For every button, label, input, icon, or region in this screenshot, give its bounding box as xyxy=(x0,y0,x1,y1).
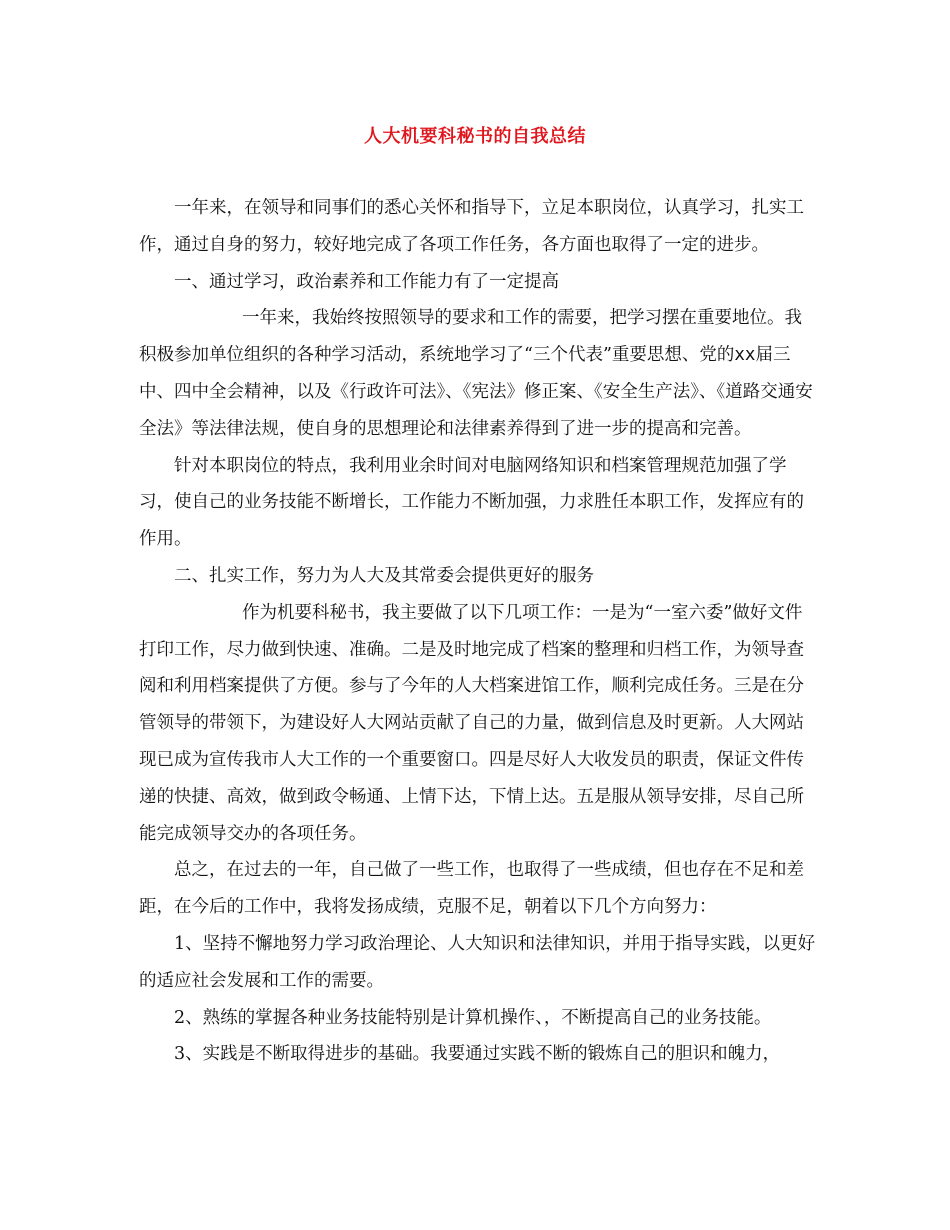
paragraph-study-text-b: 届三中、四中全会精神，以及《行政许可法》、《宪法》修正案、《安全生产法》、《道路交通安全法》等法律法规，使自身的思想理论和法律素养得到了进一步的提高和完善。 xyxy=(139,345,813,439)
paragraph-intro: 一年来，在领导和同事们的悉心关怀和指导下，立足本职岗位，认真学习，扎实工作，通过自身的努力，较好地完成了各项工作任务，各方面也取得了一定的进步。 xyxy=(139,198,804,255)
document-body xyxy=(139,190,819,1073)
paragraph-summary: 总之，在过去的一年，自己做了一些工作，也取得了一些成绩，但也存在不足和差距，在今后的工作中，我将发扬成绩，克服不足，朝着以下几个方向努力： xyxy=(139,860,804,918)
document-title: 人大机要科秘书的自我总结 xyxy=(364,126,586,147)
list-item-2: 2、熟练的掌握各种业务技能特别是计算机操作、，不断提高自己的业务技能。 xyxy=(174,1007,772,1028)
list-item-3: 3、实践是不断取得进步的基础。我要通过实践不断的锻炼自己的胆识和魄力， xyxy=(174,1044,781,1065)
list-item-1: 1、坚持不懈地努力学习政治理论、人大知识和法律知识，并用于指导实践，以更好的适应社会发展和工作的需要。 xyxy=(139,933,816,991)
paragraph-work: 作为机要科秘书，我主要做了以下几项工作：一是为“一室六委”做好文件打印工作，尽力做到快速、准确。二是及时地完成了档案的整理和归档工作，为领导查阅和利用档案提供了方便。参与了今年的人大档案进馆工作，顺利完成任务。三是在分管领导的带领下，为建设好人大网站贡献了自己的力量，做到信息及时更新。人大网站现已成为宣传我市人大工作的一个重要窗口。四是尽好人大收发员的职责，保证文件传递的快捷、高效，做到政令畅通、上情下达，下情上达。五是服从领导安排，尽自己所能完成领导交办的各项任务。 xyxy=(139,602,804,844)
section-heading-1: 一、通过学习，政治素养和工作能力有了一定提高 xyxy=(174,271,559,292)
paragraph-skills: 针对本职岗位的特点，我利用业余时间对电脑网络知识和档案管理规范加强了学习，使自己的业务技能不断增长，工作能力不断加强，力求胜任本职工作，发挥应有的作用。 xyxy=(139,455,804,550)
paragraph-study-text-a: 一年来，我始终按照领导的要求和工作的需要，把学习摆在重要地位。我积极参加单位组织的各种学习活动，系统地学习了“三个代表”重要思想、党的 xyxy=(139,308,802,366)
section-heading-2: 二、扎实工作，努力为人大及其常委会提供更好的服务 xyxy=(174,565,594,586)
paragraph-study xyxy=(139,300,819,447)
paragraph-study-xx: xx xyxy=(734,345,756,366)
